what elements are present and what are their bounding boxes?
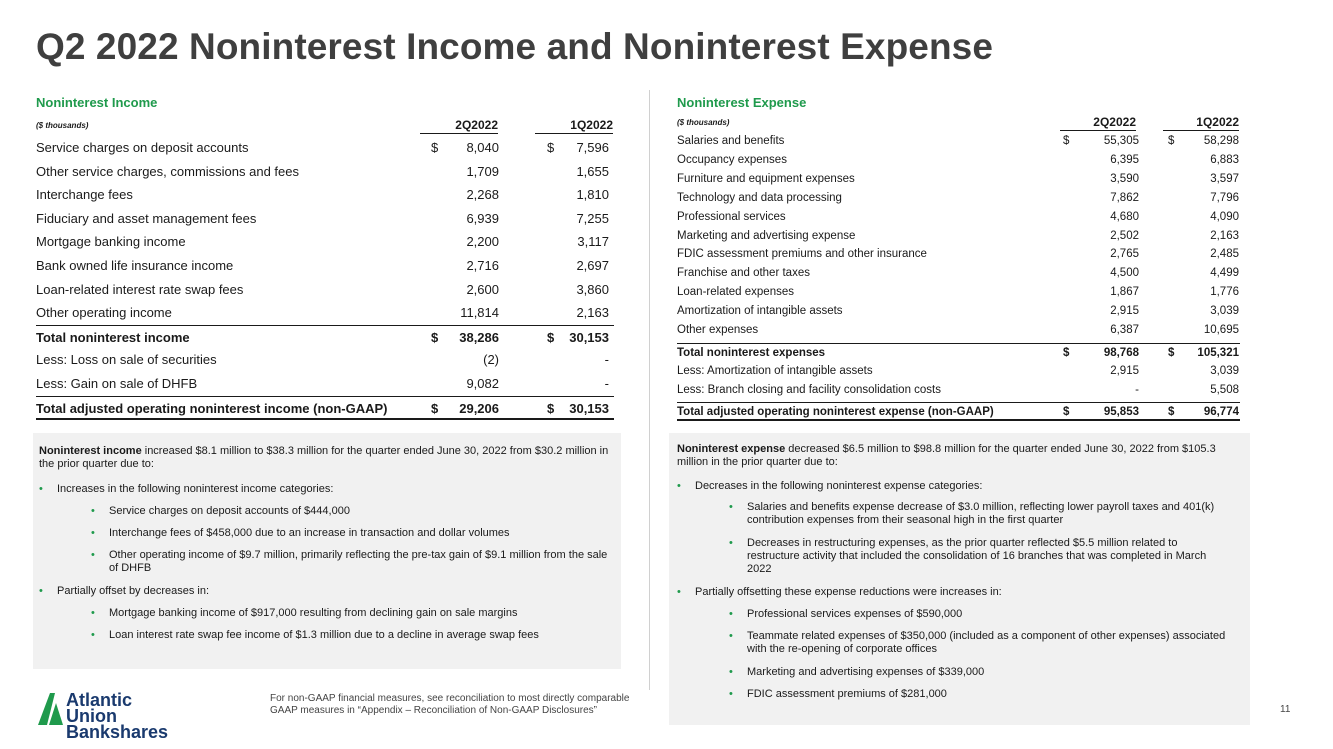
- expense-section-title: Noninterest Expense: [677, 95, 807, 110]
- row-value-1q2022: -: [604, 352, 609, 367]
- bullet-item: • Service charges on deposit accounts of $444,000: [91, 505, 350, 517]
- row-label: Total noninterest income: [36, 330, 190, 345]
- row-value-1q2022: 2,697: [576, 258, 609, 273]
- row-label: Other operating income: [36, 305, 172, 320]
- bullet-icon: •: [91, 505, 95, 517]
- bullet-icon: •: [39, 483, 43, 495]
- row-label: Interchange fees: [36, 187, 133, 202]
- bullet-item: • Decreases in restructuring expenses, as the prior quarter reflected $5.5 million related to restructure activity that included the consolidation of 16 branches that was completed in March 2022: [729, 537, 1207, 575]
- table-row: [36, 183, 614, 207]
- row-value-2q2022: 2,915: [1110, 305, 1139, 317]
- row-value-2q2022: 2,600: [466, 282, 499, 297]
- row-value-2q2022: 1,867: [1110, 286, 1139, 298]
- table-row: [677, 362, 1240, 381]
- row-value-2q2022: -: [1135, 384, 1139, 396]
- column-divider: [649, 90, 650, 690]
- row-value-1q2022: 10,695: [1203, 324, 1239, 336]
- bullet-item: • Decreases in the following noninterest expense categories:: [677, 480, 983, 492]
- bullet-item: • Interchange fees of $458,000 due to an increase in transaction and dollar volumes: [91, 527, 510, 539]
- row-value-1q2022: 6,883: [1210, 154, 1239, 166]
- row-value-2q2022: 29,206: [459, 401, 499, 416]
- bullet-icon: •: [91, 607, 95, 619]
- bullet-item: • Marketing and advertising expenses of $339,000: [729, 666, 985, 678]
- row-label: Salaries and benefits: [677, 135, 785, 147]
- row-value-1q2022: 3,597: [1210, 173, 1239, 185]
- table-row: [677, 283, 1240, 302]
- row-value-2q2022: 2,915: [1110, 365, 1139, 377]
- row-label: Total adjusted operating noninterest expense (non-GAAP): [677, 406, 994, 418]
- row-value-2q2022: 55,305: [1103, 135, 1139, 147]
- row-value-2q2022: 38,286: [459, 330, 499, 345]
- bullet-icon: •: [729, 501, 733, 513]
- table-row: [677, 321, 1240, 340]
- footnote: For non-GAAP financial measures, see reconciliation to most directly comparable GAAP measures in “Appendix – Reconciliation of Non-GAAP Disclosures”: [270, 693, 630, 716]
- table-row: [677, 302, 1240, 321]
- row-value-1q2022: 3,039: [1210, 365, 1239, 377]
- row-label: Bank owned life insurance income: [36, 258, 234, 273]
- row-label: Furniture and equipment expenses: [677, 173, 855, 185]
- table-row: [36, 278, 614, 302]
- bullet-icon: •: [729, 688, 733, 700]
- expense-unit-label: ($ thousands): [677, 118, 730, 127]
- expense-commentary-box: [669, 433, 1250, 725]
- table-row: [677, 132, 1240, 151]
- table-row: [36, 254, 614, 278]
- row-value-2q2022: 98,768: [1103, 347, 1139, 359]
- table-row: [36, 160, 614, 184]
- row-dollar: $: [431, 401, 439, 416]
- row-value-2q2022: 3,590: [1110, 173, 1139, 185]
- income-section-title: Noninterest Income: [36, 95, 158, 110]
- row-value-1q2022: 30,153: [569, 330, 609, 345]
- row-value-1q2022: 96,774: [1203, 406, 1239, 418]
- bullet-item: • Other operating income of $9.7 million, primarily reflecting the pre-tax gain of $9.1 million from the sale of DHFB: [91, 549, 608, 574]
- row-value-2q2022: 7,862: [1110, 192, 1139, 204]
- row-label: Less: Amortization of intangible assets: [677, 365, 873, 377]
- row-value-2q2022: 9,082: [466, 376, 499, 391]
- row-label: Less: Branch closing and facility consolidation costs: [677, 384, 942, 396]
- bullet-icon: •: [677, 586, 681, 598]
- table-row: [677, 381, 1240, 400]
- row-value-2q2022: 4,680: [1110, 211, 1139, 223]
- row-value-2q2022: 11,814: [460, 305, 499, 320]
- bullet-icon: •: [91, 549, 95, 561]
- row-value-1q2022: 1,655: [576, 164, 609, 179]
- table-row: [36, 207, 614, 231]
- table-row: [677, 170, 1240, 189]
- bullet-item: • Increases in the following noninterest income categories:: [39, 483, 334, 495]
- row-value-1q2022: 7,255: [576, 211, 609, 226]
- row-label: Less: Gain on sale of DHFB: [36, 376, 198, 391]
- expense-summary: Noninterest expense decreased $6.5 million to $98.8 million for the quarter ended June 30, 2022 from $105.3 million in the prior quarter due to:: [677, 443, 1216, 468]
- bullet-icon: •: [729, 630, 733, 642]
- row-dollar: $: [1063, 347, 1070, 359]
- bullet-icon: •: [677, 480, 681, 492]
- bullet-icon: •: [729, 537, 733, 549]
- row-label: Loan-related expenses: [677, 286, 794, 298]
- row-dollar: $: [1168, 347, 1175, 359]
- row-label: Other expenses: [677, 324, 759, 336]
- row-value-2q2022: 6,395: [1110, 154, 1139, 166]
- row-value-2q2022: 2,716: [466, 258, 499, 273]
- bullet-item: • Partially offsetting these expense reductions were increases in:: [677, 586, 1002, 598]
- row-value-2q2022: 6,387: [1110, 324, 1139, 336]
- bullet-item: • Professional services expenses of $590,000: [729, 608, 963, 620]
- row-label: Other service charges, commissions and fees: [36, 164, 299, 179]
- income-col-1q2022: 1Q2022: [535, 118, 613, 134]
- row-label: FDIC assessment premiums and other insurance: [677, 248, 927, 260]
- row-dollar: $: [547, 330, 555, 345]
- row-label: Total adjusted operating noninterest income (non-GAAP): [36, 401, 388, 416]
- table-row: [677, 151, 1240, 170]
- page-number: 11: [1280, 704, 1291, 715]
- row-value-1q2022: 4,499: [1210, 267, 1239, 279]
- row-label: Amortization of intangible assets: [677, 305, 843, 317]
- row-dollar: $: [431, 140, 439, 155]
- table-row: [677, 189, 1240, 208]
- row-dollar: $: [547, 140, 555, 155]
- expense-col-2q2022: 2Q2022: [1060, 115, 1136, 131]
- row-value-1q2022: 3,117: [577, 234, 609, 249]
- row-value-1q2022: 1,776: [1210, 286, 1239, 298]
- table-row: [36, 348, 614, 372]
- bullet-icon: •: [39, 585, 43, 597]
- row-value-2q2022: 2,502: [1110, 230, 1139, 242]
- row-value-1q2022: 1,810: [576, 187, 609, 202]
- row-value-2q2022: 4,500: [1110, 267, 1139, 279]
- row-label: Professional services: [677, 211, 786, 223]
- row-dollar: $: [1063, 406, 1070, 418]
- row-label: Less: Loss on sale of securities: [36, 352, 217, 367]
- row-dollar: $: [547, 401, 555, 416]
- company-logo: [38, 690, 169, 742]
- row-value-1q2022: 7,596: [576, 140, 609, 155]
- row-label: Marketing and advertising expense: [677, 230, 856, 242]
- bullet-icon: •: [729, 666, 733, 678]
- row-label: Fiduciary and asset management fees: [36, 211, 257, 226]
- row-label: Service charges on deposit accounts: [36, 140, 249, 155]
- row-label: Loan-related interest rate swap fees: [36, 282, 244, 297]
- income-unit-label: ($ thousands): [36, 121, 89, 130]
- row-dollar: $: [1168, 406, 1175, 418]
- row-value-2q2022: 8,040: [466, 140, 499, 155]
- row-value-2q2022: 2,268: [466, 187, 499, 202]
- table-row: [36, 230, 614, 254]
- row-value-2q2022: 1,709: [466, 164, 499, 179]
- table-row: [36, 301, 614, 325]
- bullet-item: • Partially offset by decreases in:: [39, 585, 210, 597]
- row-value-1q2022: 3,860: [576, 282, 609, 297]
- table-row: [677, 208, 1240, 227]
- bullet-item: • Teammate related expenses of $350,000 (included as a component of other expenses) associated with the re-opening of corporate offices: [729, 630, 1226, 655]
- expense-col-1q2022: 1Q2022: [1163, 115, 1239, 131]
- logo-mark-icon: [38, 691, 64, 727]
- row-value-1q2022: -: [604, 376, 609, 391]
- bullet-icon: •: [729, 608, 733, 620]
- table-row: [677, 245, 1240, 264]
- row-value-1q2022: 2,163: [1210, 230, 1239, 242]
- row-value-1q2022: 7,796: [1210, 192, 1239, 204]
- row-value-1q2022: 5,508: [1210, 384, 1239, 396]
- bullet-item: • Salaries and benefits expense decrease of $3.0 million, reflecting lower payroll taxes and 401(k) contribution expenses from their seasonal high in the first quarter: [729, 501, 1215, 526]
- table-row: [677, 264, 1240, 283]
- row-value-1q2022: 30,153: [569, 401, 609, 416]
- row-label: Technology and data processing: [677, 192, 842, 204]
- row-value-1q2022: 3,039: [1210, 305, 1239, 317]
- row-label: Total noninterest expenses: [677, 347, 826, 359]
- row-value-2q2022: 2,200: [466, 234, 499, 249]
- income-col-2q2022: 2Q2022: [420, 118, 498, 134]
- row-value-2q2022: 2,765: [1110, 248, 1139, 260]
- table-row: [36, 372, 614, 396]
- income-commentary-box: [33, 433, 621, 669]
- table-row: [677, 227, 1240, 246]
- row-value-2q2022: 6,939: [466, 211, 499, 226]
- table-row: [36, 325, 614, 349]
- bullet-icon: •: [91, 629, 95, 641]
- bullet-item: • FDIC assessment premiums of $281,000: [729, 688, 947, 700]
- row-dollar: $: [1063, 135, 1070, 147]
- table-row: [677, 343, 1240, 362]
- bullet-item: • Loan interest rate swap fee income of $1.3 million due to a decline in average swap fees: [91, 629, 539, 641]
- row-label: Occupancy expenses: [677, 154, 787, 166]
- bullet-item: • Mortgage banking income of $917,000 resulting from declining gain on sale margins: [91, 607, 518, 619]
- row-label: Franchise and other taxes: [677, 267, 810, 279]
- row-value-1q2022: 105,321: [1197, 347, 1239, 359]
- row-value-1q2022: 4,090: [1210, 211, 1239, 223]
- row-value-1q2022: 2,163: [576, 305, 609, 320]
- row-value-2q2022: (2): [483, 352, 499, 367]
- row-value-1q2022: 58,298: [1203, 135, 1239, 147]
- bullet-icon: •: [91, 527, 95, 539]
- table-row: [677, 402, 1240, 421]
- table-row: [36, 136, 614, 160]
- row-value-2q2022: 95,853: [1103, 406, 1139, 418]
- row-dollar: $: [431, 330, 439, 345]
- logo-text: Atlantic Union Bankshares: [66, 690, 169, 742]
- table-row: [36, 396, 614, 420]
- income-summary: Noninterest income increased $8.1 million to $38.3 million for the quarter ended June 30, 2022 from $30.2 million in the prior quarter due to:: [39, 445, 609, 470]
- row-label: Mortgage banking income: [36, 234, 186, 249]
- row-dollar: $: [1168, 135, 1175, 147]
- row-value-1q2022: 2,485: [1210, 248, 1239, 260]
- page-title: Q2 2022 Noninterest Income and Noninterest Expense: [36, 26, 994, 67]
